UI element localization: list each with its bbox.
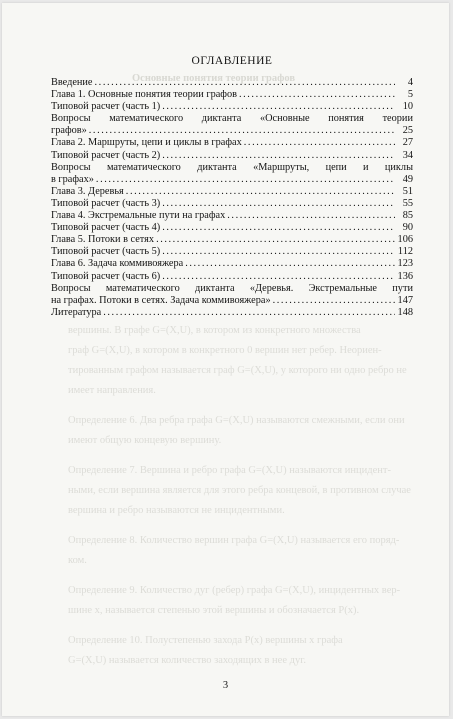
toc-page-number: 90 bbox=[402, 222, 413, 234]
toc-entry-title: Типовой расчет (часть 6) bbox=[51, 270, 161, 282]
toc-page-number: 123 bbox=[397, 258, 413, 270]
dot-leader bbox=[95, 77, 395, 89]
toc-entry-chapter-1 bbox=[51, 89, 413, 101]
toc-entry-introduction bbox=[51, 77, 413, 89]
toc-entry-calc-6 bbox=[51, 271, 413, 283]
toc-page-number: 147 bbox=[397, 294, 413, 306]
toc-page-number: 106 bbox=[397, 234, 413, 246]
dot-leader bbox=[162, 271, 395, 283]
toc-page-number: 5 bbox=[407, 89, 413, 101]
toc-entry-dictation-3-line-1: Вопросы математического диктанта «Деревья. Экстремальные пути bbox=[51, 282, 413, 294]
table-of-contents bbox=[51, 77, 413, 319]
toc-entry-dictation-1 bbox=[51, 125, 413, 137]
toc-entry-calc-1 bbox=[51, 101, 413, 113]
toc-entry-dictation-1-line-1: Вопросы математического диктанта «Основные понятия теории bbox=[51, 113, 413, 125]
toc-entry-title: на графах. Потоки в сетях. Задача коммивояжера» bbox=[51, 294, 271, 306]
toc-entry-chapter-6 bbox=[51, 258, 413, 270]
toc-page-number: 55 bbox=[402, 197, 413, 209]
page-number: 3 bbox=[222, 680, 229, 691]
dot-leader bbox=[185, 258, 395, 270]
toc-entry-calc-4 bbox=[51, 222, 413, 234]
dot-leader bbox=[89, 125, 395, 137]
toc-entry-title: Введение bbox=[51, 77, 93, 88]
dot-leader bbox=[126, 186, 395, 198]
toc-page-number: 85 bbox=[402, 210, 413, 222]
dot-leader bbox=[103, 307, 395, 319]
document-page bbox=[2, 3, 449, 716]
dot-leader bbox=[239, 89, 395, 101]
toc-entry-title: Литература bbox=[51, 306, 102, 318]
dot-leader bbox=[162, 101, 395, 113]
toc-entry-title: Глава 6. Задача коммивояжера bbox=[51, 258, 184, 270]
show-through-texture: Основные понятия теории графов вершины. В графе G=(X,U), в котором из конкретного множества граф G=(X,U), в котором в конкретного 0 вершин нет ребер. Неориен- тированным графом называется граф G=(X,U), у которого ни одно ребро не имеет направления. Определение 6. Два ребра графа G=(X,U) называются смежными, если они имеют общую концевую вершину. Определение 7. Вершина и ребро графа G=(X,U) называются инцидент- ными, если вершина является для этого ребра концевой, в противном случае вершина и ребро называются не инцидентными. Определение 8. Количество вершин графа G=(X,U) называется его поряд- ком. Определение 9. Количество дуг (ребер) графа G=(X,U), инцидентных вер- шине x, называется степенью этой вершины и обозначается P(x). Определение 10. Полустепенью захода P(x) вершины x графа G=(X,U) называется количество заходящих в нее дуг. bbox=[68, 73, 411, 666]
dot-leader bbox=[96, 174, 395, 186]
toc-page-number: 112 bbox=[397, 246, 413, 258]
dot-leader bbox=[162, 222, 395, 234]
dot-leader bbox=[227, 210, 395, 222]
dot-leader bbox=[244, 137, 395, 149]
toc-entry-title: в графах» bbox=[51, 173, 94, 185]
toc-page-number: 51 bbox=[402, 185, 413, 197]
toc-page-number: 27 bbox=[402, 137, 413, 149]
toc-entry-title: Глава 5. Потоки в сетях bbox=[51, 234, 155, 246]
page-title: ОГЛАВЛЕНИЕ bbox=[191, 55, 273, 67]
toc-entry-title: Глава 2. Маршруты, цепи и циклы в графах bbox=[51, 137, 242, 149]
toc-page-number: 10 bbox=[402, 101, 413, 113]
toc-page-number: 34 bbox=[402, 149, 413, 161]
toc-entry-title: Глава 4. Экстремальные пути на графах bbox=[51, 210, 226, 222]
toc-entry-title: Типовой расчет (часть 1) bbox=[51, 101, 161, 113]
toc-page-number: 25 bbox=[402, 125, 413, 137]
dot-leader bbox=[162, 150, 395, 162]
toc-page-number: 49 bbox=[402, 173, 413, 185]
toc-entry-title: Глава 1. Основные понятия теории графов bbox=[51, 89, 237, 101]
toc-entry-dictation-2-line-1: Вопросы математического диктанта «Маршруты, цепи и циклы bbox=[51, 161, 413, 173]
toc-entry-calc-2 bbox=[51, 150, 413, 162]
dot-leader bbox=[273, 295, 395, 307]
toc-entry-dictation-3 bbox=[51, 295, 413, 307]
toc-entry-dictation-2 bbox=[51, 174, 413, 186]
toc-page-number: 4 bbox=[407, 77, 413, 88]
toc-entry-chapter-2 bbox=[51, 137, 413, 149]
toc-entry-calc-5 bbox=[51, 246, 413, 258]
dot-leader bbox=[162, 198, 395, 210]
toc-entry-title: Типовой расчет (часть 4) bbox=[51, 222, 161, 234]
toc-entry-title: Типовой расчет (часть 3) bbox=[51, 197, 161, 209]
toc-entry-calc-3 bbox=[51, 198, 413, 210]
toc-entry-chapter-5 bbox=[51, 234, 413, 246]
toc-entry-title: Глава 3. Деревья bbox=[51, 185, 124, 197]
dot-leader bbox=[156, 234, 395, 246]
toc-entry-chapter-3 bbox=[51, 186, 413, 198]
toc-entry-references bbox=[51, 307, 413, 319]
dot-leader bbox=[162, 246, 395, 258]
toc-entry-title: Типовой расчет (часть 5) bbox=[51, 246, 161, 258]
toc-page-number: 136 bbox=[397, 270, 413, 282]
toc-entry-title: Типовой расчет (часть 2) bbox=[51, 149, 161, 161]
toc-entry-title: графов» bbox=[51, 125, 87, 137]
toc-entry-chapter-4 bbox=[51, 210, 413, 222]
toc-page-number: 148 bbox=[397, 306, 413, 318]
